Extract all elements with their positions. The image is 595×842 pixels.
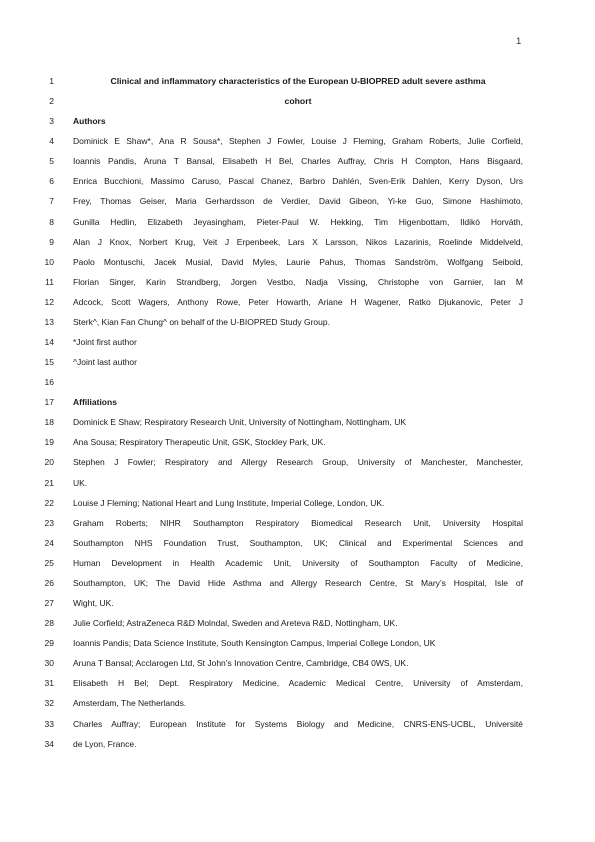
line-number: 18 <box>44 417 54 428</box>
line-number: 20 <box>44 457 54 468</box>
line-number: 12 <box>44 296 54 307</box>
line-number: 34 <box>44 738 54 749</box>
affiliation-line: de Lyon, France. <box>73 738 137 749</box>
affiliation-line: Southampton NHS Foundation Trust, Southampton, UK; Clinical and Experimental Sciences and <box>73 537 523 548</box>
paper-title-line-1: Clinical and inflammatory characteristics of the European U-BIOPRED adult severe asthma <box>110 76 486 86</box>
authors-line: Dominick E Shaw*, Ana R Sousa*, Stephen J Fowler, Louise J Fleming, Graham Roberts, Julie Corfield, <box>73 136 523 147</box>
line-number: 1 <box>49 76 54 86</box>
authors-line: Adcock, Scott Wagers, Anthony Rowe, Peter Howarth, Ariane H Wagener, Ratko Djukanovic, Peter J <box>73 296 523 307</box>
affiliation-line: Ana Sousa; Respiratory Therapeutic Unit, GSK, Stockley Park, UK. <box>73 437 326 448</box>
joint-last-author-note: ^Joint last author <box>73 357 137 368</box>
line-number: 21 <box>44 477 54 488</box>
line-number: 32 <box>44 698 54 709</box>
line-number: 28 <box>44 618 54 629</box>
line-number: 2 <box>49 96 54 107</box>
affiliation-line: Wight, UK. <box>73 598 114 609</box>
line-number: 26 <box>44 577 54 588</box>
line-number: 23 <box>44 517 54 528</box>
line-number: 25 <box>44 557 54 568</box>
line-number: 33 <box>44 718 54 729</box>
affiliation-line: Amsterdam, The Netherlands. <box>73 698 187 709</box>
line-number: 7 <box>49 196 54 207</box>
line-number: 16 <box>44 377 54 388</box>
line-number: 4 <box>49 136 54 147</box>
line-number: 8 <box>49 216 54 227</box>
line-number: 22 <box>44 497 54 508</box>
affiliations-heading: Affiliations <box>73 397 117 408</box>
blank-line <box>73 372 523 392</box>
affiliation-line: Graham Roberts; NIHR Southampton Respiratory Biomedical Research Unit, University Hospital <box>73 517 523 528</box>
authors-line: Paolo Montuschi, Jacek Musial, David Myles, Laurie Pahus, Thomas Sandström, Wolfgang Seibold, <box>73 256 523 267</box>
page-number: 1 <box>516 36 522 47</box>
affiliation-line: Julie Corfield; AstraZeneca R&D Molndal, Sweden and Areteva R&D, Nottingham, UK. <box>73 618 398 629</box>
line-number: 31 <box>44 678 54 689</box>
line-number: 13 <box>44 316 54 327</box>
authors-line: Frey, Thomas Geiser, Maria Gerhardsson de Verdier, David Gibeon, Yi-ke Guo, Simone Hashimoto, <box>73 196 523 207</box>
authors-heading: Authors <box>73 116 106 127</box>
line-number: 9 <box>49 236 54 247</box>
affiliation-line: Stephen J Fowler; Respiratory and Allergy Research Group, University of Manchester, Manchester, <box>73 457 523 468</box>
line-number: 6 <box>49 176 54 187</box>
affiliation-line: Charles Auffray; European Institute for Systems Biology and Medicine, CNRS-ENS-UCBL, Université <box>73 718 523 729</box>
document-body <box>73 71 523 754</box>
authors-line: Sterk^, Kian Fan Chung^ on behalf of the U-BIOPRED Study Group. <box>73 316 330 327</box>
line-number: 27 <box>44 598 54 609</box>
affiliation-line: Aruna T Bansal; Acclarogen Ltd, St John’s Innovation Centre, Cambridge, CB4 0WS, UK. <box>73 658 409 669</box>
affiliation-line: Dominick E Shaw; Respiratory Research Unit, University of Nottingham, Nottingham, UK <box>73 417 407 428</box>
affiliation-line: UK. <box>73 477 88 488</box>
affiliation-line: Human Development in Health Academic Unit, University of Southampton Faculty of Medicine, <box>73 557 523 568</box>
line-numbers <box>38 71 54 754</box>
line-number: 17 <box>44 397 54 408</box>
line-number: 14 <box>44 337 54 348</box>
line-number: 10 <box>44 256 54 267</box>
line-number: 11 <box>45 276 54 287</box>
line-number: 30 <box>44 658 54 669</box>
line-number: 15 <box>44 357 54 368</box>
authors-line: Florian Singer, Karin Strandberg, Jorgen Vestbo, Nadja Vissing, Christophe von Garnier, Ian M <box>73 276 523 287</box>
line-number: 3 <box>49 116 54 127</box>
line-number: 5 <box>49 156 54 167</box>
authors-line: Gunilla Hedlin, Elizabeth Jeyasingham, Pieter-Paul W. Hekking, Tim Higenbottam, Ildikó Horváth, <box>73 216 523 227</box>
affiliation-line: Ioannis Pandis; Data Science Institute, South Kensington Campus, Imperial College London, UK <box>73 638 436 649</box>
affiliation-line: Louise J Fleming; National Heart and Lung Institute, Imperial College, London, UK. <box>73 497 385 508</box>
joint-first-author-note: *Joint first author <box>73 337 137 348</box>
authors-line: Ioannis Pandis, Aruna T Bansal, Elisabeth H Bel, Charles Auffray, Chris H Compton, Hans Bisgaard, <box>73 156 523 167</box>
authors-line: Alan J Knox, Norbert Krug, Veit J Erpenbeek, Lars X Larsson, Nikos Lazarinis, Roelinde Middelveld, <box>73 236 523 247</box>
line-number: 29 <box>44 638 54 649</box>
authors-line: Enrica Bucchioni, Massimo Caruso, Pascal Chanez, Barbro Dahlén, Sven-Erik Dahlen, Kerry Dyson, Urs <box>73 176 523 187</box>
line-number: 19 <box>44 437 54 448</box>
affiliation-line: Southampton, UK; The David Hide Asthma and Allergy Research Centre, St Mary’s Hospital, Isle of <box>73 577 523 588</box>
line-number: 24 <box>44 537 54 548</box>
paper-title-line-2: cohort <box>284 96 312 107</box>
affiliation-line: Elisabeth H Bel; Dept. Respiratory Medicine, Academic Medical Centre, University of Amsterdam, <box>73 678 523 689</box>
